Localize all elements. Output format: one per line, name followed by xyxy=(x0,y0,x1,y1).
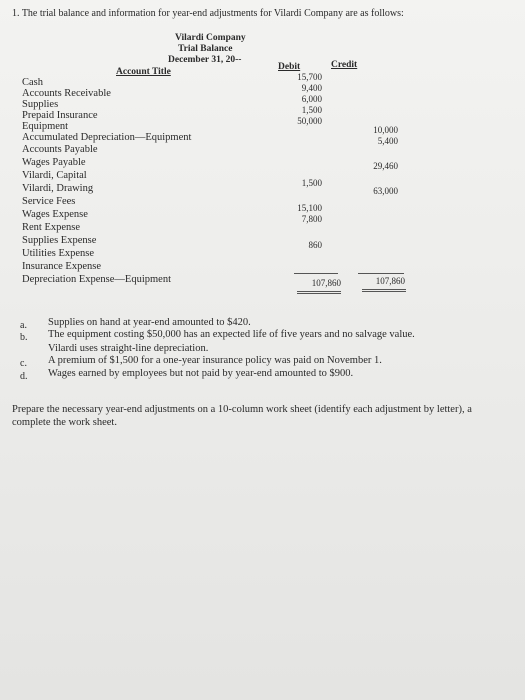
debit-amount: 1,500 xyxy=(301,105,322,115)
debit-total-underline xyxy=(297,291,341,292)
note-letter: b. xyxy=(20,332,28,343)
report-date: December 31, 20-- xyxy=(168,55,242,65)
account-name: Wages Payable xyxy=(22,157,86,168)
credit-amount: 63,000 xyxy=(373,186,398,196)
debit-amount: 7,800 xyxy=(301,214,322,224)
account-name: Equipment xyxy=(22,121,69,132)
debit-total: 107,860 xyxy=(311,278,341,288)
account-name: Service Fees xyxy=(22,196,76,207)
note-letter: d. xyxy=(20,371,28,382)
account-name: Supplies xyxy=(22,99,59,110)
credit-total-underline xyxy=(362,289,406,290)
account-title-header: Account Title xyxy=(116,67,171,77)
account-name: Vilardi, Drawing xyxy=(22,183,94,194)
account-name: Prepaid Insurance xyxy=(22,110,98,121)
note-text: Supplies on hand at year-end amounted to $420. xyxy=(48,317,251,328)
account-name: Vilardi, Capital xyxy=(22,170,87,181)
debit-header: Debit xyxy=(278,62,301,72)
debit-total-underline xyxy=(297,293,341,294)
credit-sum-rule xyxy=(358,273,404,274)
credit-total-underline xyxy=(362,291,406,292)
account-name: Depreciation Expense—Equipment xyxy=(22,274,171,285)
note-text: Vilardi uses straight-line depreciation. xyxy=(48,343,209,354)
account-name: Supplies Expense xyxy=(22,235,97,246)
debit-amount: 15,700 xyxy=(297,72,322,82)
credit-header: Credit xyxy=(331,60,358,70)
account-name: Accumulated Depreciation—Equipment xyxy=(22,132,192,143)
debit-amount: 9,400 xyxy=(301,83,322,93)
credit-amount: 5,400 xyxy=(377,136,398,146)
account-name: Accounts Payable xyxy=(22,144,98,155)
account-name: Rent Expense xyxy=(22,222,81,233)
debit-amount: 15,100 xyxy=(297,203,322,213)
note-letter: c. xyxy=(20,358,27,369)
credit-amount: 10,000 xyxy=(373,125,398,135)
account-name: Wages Expense xyxy=(22,209,88,220)
report-title: Trial Balance xyxy=(178,44,233,54)
instruction-text: Prepare the necessary year-end adjustments on a 10-column work sheet (identify each adjustment by letter), a xyxy=(12,404,472,415)
instruction-text: complete the work sheet. xyxy=(12,417,117,428)
debit-amount: 1,500 xyxy=(301,178,322,188)
company-name: Vilardi Company xyxy=(175,33,246,43)
note-text: A premium of $1,500 for a one-year insurance policy was paid on November 1. xyxy=(48,355,382,366)
debit-amount: 50,000 xyxy=(297,116,322,126)
note-text: The equipment costing $50,000 has an expected life of five years and no salvage value. xyxy=(48,329,415,340)
problem-intro: 1. The trial balance and information for year-end adjustments for Vilardi Company are as follows: xyxy=(12,8,404,19)
debit-amount: 6,000 xyxy=(301,94,322,104)
credit-total: 107,860 xyxy=(375,276,405,286)
credit-amount: 29,460 xyxy=(373,161,398,171)
note-letter: a. xyxy=(20,320,27,331)
account-name: Insurance Expense xyxy=(22,261,102,272)
note-text: Wages earned by employees but not paid by year-end amounted to $900. xyxy=(48,368,354,379)
account-name: Cash xyxy=(22,77,43,88)
account-name: Accounts Receivable xyxy=(22,88,111,99)
account-name: Utilities Expense xyxy=(22,248,95,259)
debit-amount: 860 xyxy=(308,240,322,250)
debit-sum-rule xyxy=(294,273,338,274)
